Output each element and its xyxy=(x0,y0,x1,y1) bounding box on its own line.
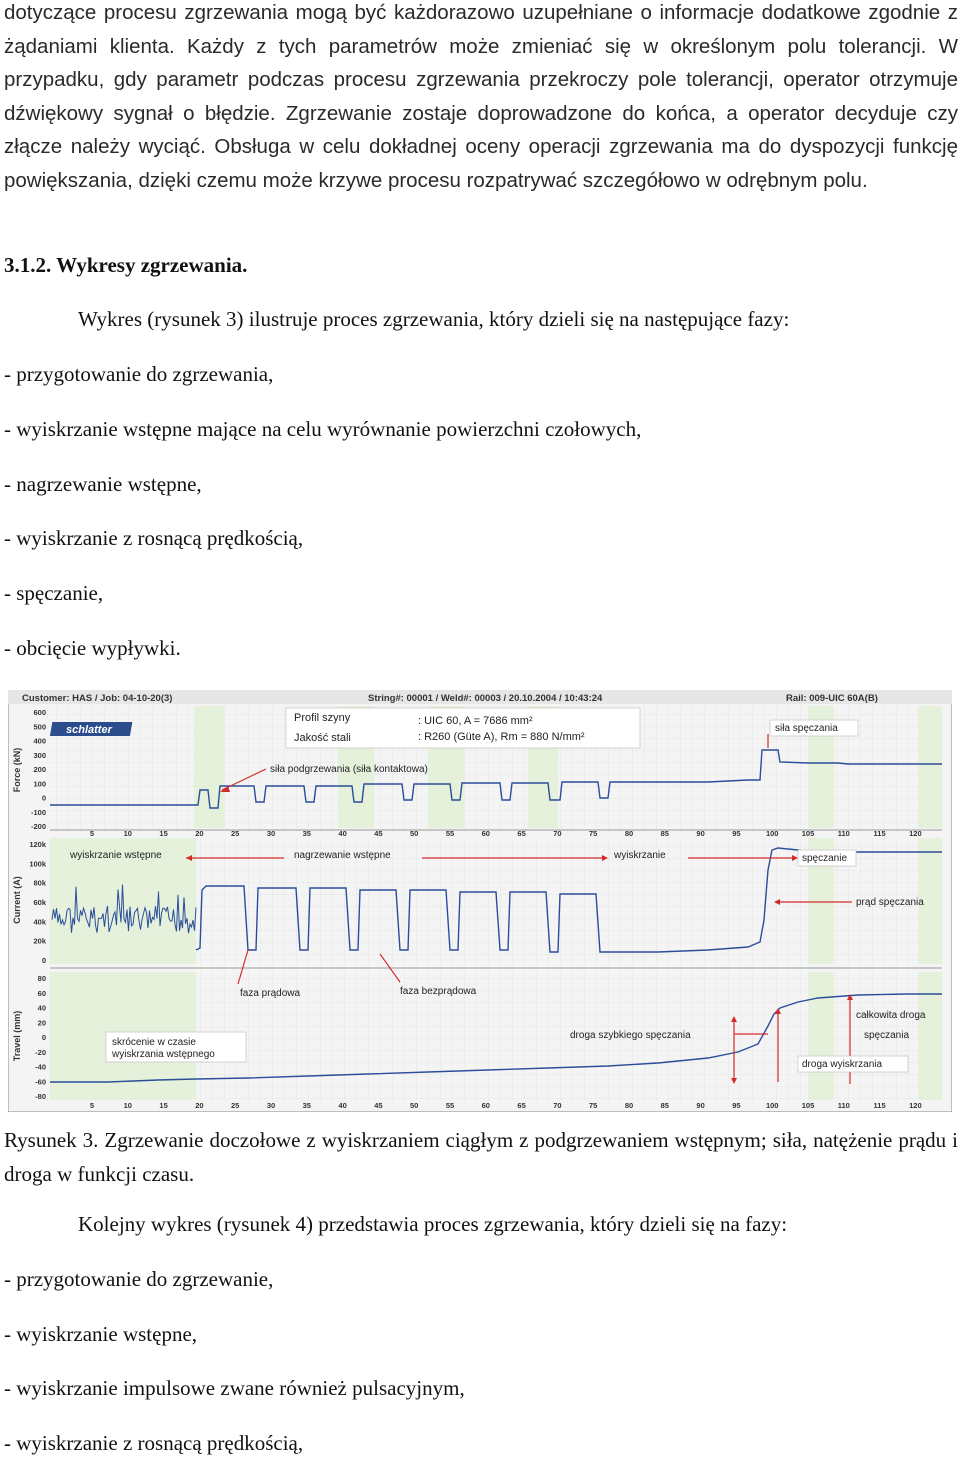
time-tick-label: 70 xyxy=(553,1101,562,1110)
steel-label: Jakość stali xyxy=(294,732,351,744)
ann-wyiskrzanie: wyiskrzanie xyxy=(614,850,666,861)
weld-chart-svg xyxy=(8,690,952,1112)
time-tick-label: 75 xyxy=(589,1101,598,1110)
steel-value: : R260 (Güte A), Rm = 880 N/mm² xyxy=(418,731,585,743)
tick-label: 20k xyxy=(33,936,46,946)
tick-label: -40 xyxy=(35,1062,46,1072)
phase-item: - przygotowanie do zgrzewanie, xyxy=(4,1267,274,1291)
current-axis-title: Current (A) xyxy=(12,876,22,924)
profile-value: : UIC 60, A = 7686 mm² xyxy=(418,715,533,727)
time-tick-label: 120 xyxy=(909,1101,922,1110)
figure-caption: Rysunek 3. Zgrzewanie doczołowe z wyiskrzaniem ciągłym z podgrzewaniem wstępnym; siła, natężenie prądu i droga w funkcji czasu. xyxy=(4,1128,958,1186)
phase-item: - spęczanie, xyxy=(4,581,104,605)
figure-weld-chart xyxy=(8,690,952,1112)
header-left: Customer: HAS / Job: 04-10-20(3) xyxy=(22,693,173,704)
ann-skrocenie-1: skrócenie w czasie xyxy=(112,1037,196,1048)
time-tick-label: 100 xyxy=(765,1101,779,1110)
fig4-intro: Kolejny wykres (rysunek 4) przedstawia proces zgrzewania, który dzieli się na fazy: xyxy=(78,1212,788,1236)
header-right: Rail: 009-UIC 60A(B) xyxy=(786,693,878,704)
ann-skrocenie-2: wyiskrzania wstępnego xyxy=(112,1049,215,1060)
tick-label: 60k xyxy=(33,898,46,907)
time-tick-label: 30 xyxy=(266,829,276,838)
force-axis-title: Force (kN) xyxy=(12,747,22,793)
phase-item: - przygotowanie do zgrzewania, xyxy=(4,362,274,386)
time-tick-label: 110 xyxy=(837,829,850,838)
tick-label: -200 xyxy=(30,822,46,831)
time-tick-label: 50 xyxy=(410,1101,419,1110)
tick-label: 0 xyxy=(41,793,46,803)
ann-droga-szybkiego: droga szybkiego spęczania xyxy=(570,1030,691,1041)
time-tick-label: 50 xyxy=(410,829,419,838)
time-tick-label: 65 xyxy=(517,1101,526,1110)
tick-label: 80k xyxy=(33,878,46,888)
time-tick-label: 105 xyxy=(801,1101,815,1110)
time-tick-label: 30 xyxy=(266,1101,276,1110)
tick-label: -20 xyxy=(35,1047,46,1057)
tick-label: 500 xyxy=(33,722,46,732)
ann-droga-wyiskrzania: droga wyiskrzania xyxy=(802,1059,883,1070)
time-tick-label: 110 xyxy=(837,1101,850,1110)
tick-label: 100 xyxy=(33,779,46,789)
fig3-intro: Wykres (rysunek 3) ilustruje proces zgrzewania, który dzieli się na następujące fazy: xyxy=(78,307,790,331)
tick-label: 300 xyxy=(33,750,46,760)
time-tick-label: 70 xyxy=(553,829,562,838)
ann-speczanie: spęczanie xyxy=(802,853,848,864)
tick-label: 60 xyxy=(37,988,46,998)
time-tick-label: 5 xyxy=(89,829,95,838)
tick-label: 200 xyxy=(33,765,46,774)
time-tick-label: 115 xyxy=(873,829,886,838)
section-heading: 3.1.2. Wykresy zgrzewania. xyxy=(4,253,248,277)
ann-prad-speczania: prąd spęczania xyxy=(856,897,924,908)
profile-label: Profil szyny xyxy=(294,712,351,724)
time-tick-label: 75 xyxy=(589,829,598,838)
phase-item: - obcięcie wypływki. xyxy=(4,636,181,660)
tick-label: 600 xyxy=(33,708,46,717)
ann-nagrzewanie-wstepne: nagrzewanie wstępne xyxy=(294,850,391,861)
time-tick-label: 95 xyxy=(732,1101,741,1110)
travel-axis-title: Travel (mm) xyxy=(12,1010,22,1062)
ann-wyiskrzanie-wstepne: wyiskrzanie wstępne xyxy=(70,850,162,861)
time-tick-label: 15 xyxy=(159,829,168,838)
brand-label: schlatter xyxy=(66,724,112,736)
ann-faza-pradowa: faza prądowa xyxy=(240,988,301,999)
time-tick-label: 85 xyxy=(660,829,669,838)
phase-item: - wyiskrzanie z rosnącą prędkością, xyxy=(4,1431,304,1455)
time-tick-label: 20 xyxy=(195,829,204,838)
time-tick-label: 5 xyxy=(89,1101,95,1110)
time-tick-label: 120 xyxy=(909,829,922,838)
ann-sila-podgrzewania: siła podgrzewania (siła kontaktowa) xyxy=(270,764,428,775)
tick-label: 20 xyxy=(37,1018,46,1028)
time-tick-label: 10 xyxy=(123,829,132,838)
time-tick-label: 45 xyxy=(374,1101,383,1110)
tick-label: 40k xyxy=(33,917,46,927)
phase-item: - wyiskrzanie impulsowe zwane również pulsacyjnym, xyxy=(4,1376,465,1400)
time-tick-label: 80 xyxy=(624,829,634,838)
phase-item: - wyiskrzanie z rosnącą prędkością, xyxy=(4,526,304,550)
time-tick-label: 40 xyxy=(338,829,347,838)
force-tick-labels xyxy=(31,708,46,831)
time-tick-label: 95 xyxy=(732,829,741,838)
time-tick-label: 15 xyxy=(159,1101,168,1110)
phase-item: - wyiskrzanie wstępne, xyxy=(4,1322,198,1346)
time-tick-label: 55 xyxy=(445,829,455,838)
time-tick-label: 40 xyxy=(338,1101,347,1110)
phase-item: - nagrzewanie wstępne, xyxy=(4,472,202,496)
time-tick-label: 45 xyxy=(374,829,383,838)
tick-label: 100k xyxy=(29,859,46,869)
time-tick-label: 20 xyxy=(195,1101,204,1110)
header-mid: String#: 00001 / Weld#: 00003 / 20.10.2004 / 10:43:24 xyxy=(368,693,603,704)
tick-label: 80 xyxy=(37,974,46,983)
time-tick-label: 25 xyxy=(231,1101,240,1110)
ann-speczania: spęczania xyxy=(864,1030,910,1041)
time-tick-label: 25 xyxy=(231,829,240,838)
time-tick-label: 35 xyxy=(302,829,311,838)
ann-faza-bezpradowa: faza bezprądowa xyxy=(400,986,477,997)
tick-label: 0 xyxy=(41,956,46,965)
time-tick-label: 115 xyxy=(873,1101,886,1110)
ann-calkowita-droga: całkowita droga xyxy=(856,1010,926,1021)
time-tick-label: 85 xyxy=(660,1101,669,1110)
time-tick-label: 60 xyxy=(481,829,490,838)
tick-label: 40 xyxy=(37,1003,46,1013)
time-tick-label: 105 xyxy=(801,829,815,838)
phase-item: - wyiskrzanie wstępne mające na celu wyrównanie powierzchni czołowych, xyxy=(4,417,642,441)
time-tick-label: 55 xyxy=(445,1101,455,1110)
tick-label: 0 xyxy=(41,1033,46,1042)
intro-paragraph: dotyczące procesu zgrzewania mogą być każdorazowo uzupełniane o informacje dodatkowe zgodnie z żądaniami klienta. Każdy z tych parametrów może zmieniać się w określonym polu tolerancji. W przypadku, gdy parametr podczas procesu zgrzewania przekroczy pole tolerancji, operator otrzymuje dźwiękowy sygnał o błędzie. Zgrzewanie zostaje doprowadzone do końca, a operator decyduje czy złącze należy wyciąć. Obsługa w celu dokładnej oceny operacji zgrzewania ma do dyspozycji funkcję powiększania, dzięki czemu może krzywe procesu rozpatrywać szczegółowo w odrębnym polu. xyxy=(4,1,958,192)
tick-label: -100 xyxy=(30,807,46,817)
time-tick-label: 10 xyxy=(123,1101,132,1110)
time-tick-label: 35 xyxy=(302,1101,311,1110)
tick-label: -80 xyxy=(35,1092,46,1101)
time-tick-label: 90 xyxy=(696,829,705,838)
time-tick-label: 65 xyxy=(517,829,526,838)
time-tick-label: 100 xyxy=(765,829,779,838)
time-tick-label: 80 xyxy=(624,1101,634,1110)
ann-sila-speczania: siła spęczania xyxy=(775,723,838,734)
tick-label: 120k xyxy=(29,840,46,849)
time-tick-label: 90 xyxy=(696,1101,705,1110)
tick-label: 400 xyxy=(33,736,46,746)
tick-label: -60 xyxy=(35,1077,46,1087)
time-tick-label: 60 xyxy=(481,1101,490,1110)
